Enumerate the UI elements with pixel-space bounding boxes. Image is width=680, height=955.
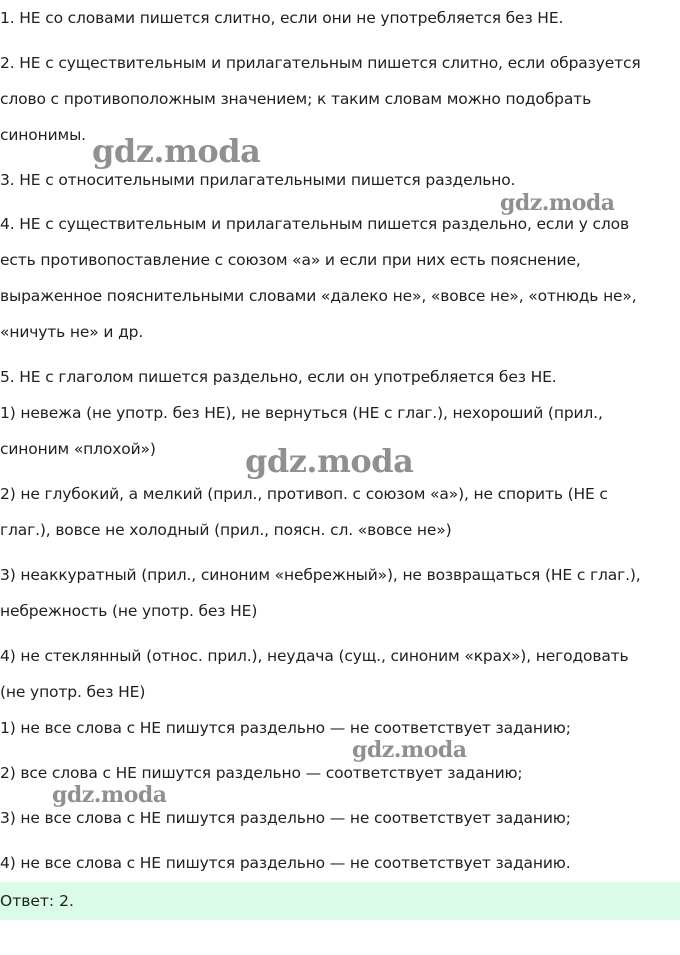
answer-text: Ответ: 2.: [0, 892, 74, 910]
rule-4-line-4: «ничуть не» и др.: [0, 323, 144, 341]
example-2-line-1: 2) не глубокий, а мелкий (прил., противоп. с союзом «а»), не спорить (НЕ с: [0, 485, 608, 503]
rule-4-line-2: есть противопоставление с союзом «а» и если при них есть пояснение,: [0, 251, 581, 269]
watermark: gdz.moda: [352, 737, 467, 763]
watermark: gdz.moda: [245, 442, 414, 480]
watermark: gdz.moda: [52, 782, 167, 808]
example-1-line-1: 1) невежа (не употр. без НЕ), не вернуться (НЕ с глаг.), нехороший (прил.,: [0, 404, 603, 422]
watermark: gdz.moda: [92, 132, 261, 170]
rule-2-line-1: 2. НЕ с существительным и прилагательным пишется слитно, если образуется: [0, 54, 641, 72]
example-3-line-2: небрежность (не употр. без НЕ): [0, 602, 258, 620]
example-4-line-1: 4) не стеклянный (относ. прил.), неудача (сущ., синоним «крах»), негодовать: [0, 647, 629, 665]
rule-2-line-2: слово с противоположным значением; к таким словам можно подобрать: [0, 90, 592, 108]
example-2-line-2: глаг.), вовсе не холодный (прил., поясн. сл. «вовсе не»): [0, 521, 452, 539]
rule-4-line-1: 4. НЕ с существительным и прилагательным пишется раздельно, если у слов: [0, 215, 629, 233]
example-3-line-1: 3) неаккуратный (прил., синоним «небрежный»), не возвращаться (НЕ с глаг.),: [0, 566, 641, 584]
example-4-line-2: (не употр. без НЕ): [0, 683, 146, 701]
check-1-line: 1) не все слова с НЕ пишутся раздельно — не соответствует заданию;: [0, 719, 571, 737]
check-4-line: 4) не все слова с НЕ пишутся раздельно — не соответствует заданию.: [0, 854, 571, 872]
check-3-line: 3) не все слова с НЕ пишутся раздельно — не соответствует заданию;: [0, 809, 571, 827]
rule-2-line-3: синонимы.: [0, 126, 86, 144]
check-2-line: 2) все слова с НЕ пишутся раздельно — соответствует заданию;: [0, 764, 523, 782]
answer-box: [0, 882, 680, 920]
rule-5-line: 5. НЕ с глаголом пишется раздельно, если он употребляется без НЕ.: [0, 368, 557, 386]
watermark: gdz.moda: [500, 190, 615, 216]
rule-4-line-3: выраженное пояснительными словами «далеко не», «вовсе не», «отнюдь не»,: [0, 287, 637, 305]
example-1-line-2: синоним «плохой»): [0, 440, 156, 458]
rule-3-line: 3. НЕ с относительными прилагательными пишется раздельно.: [0, 171, 516, 189]
rule-1-line: 1. НЕ со словами пишется слитно, если они не употребляется без НЕ.: [0, 9, 564, 27]
